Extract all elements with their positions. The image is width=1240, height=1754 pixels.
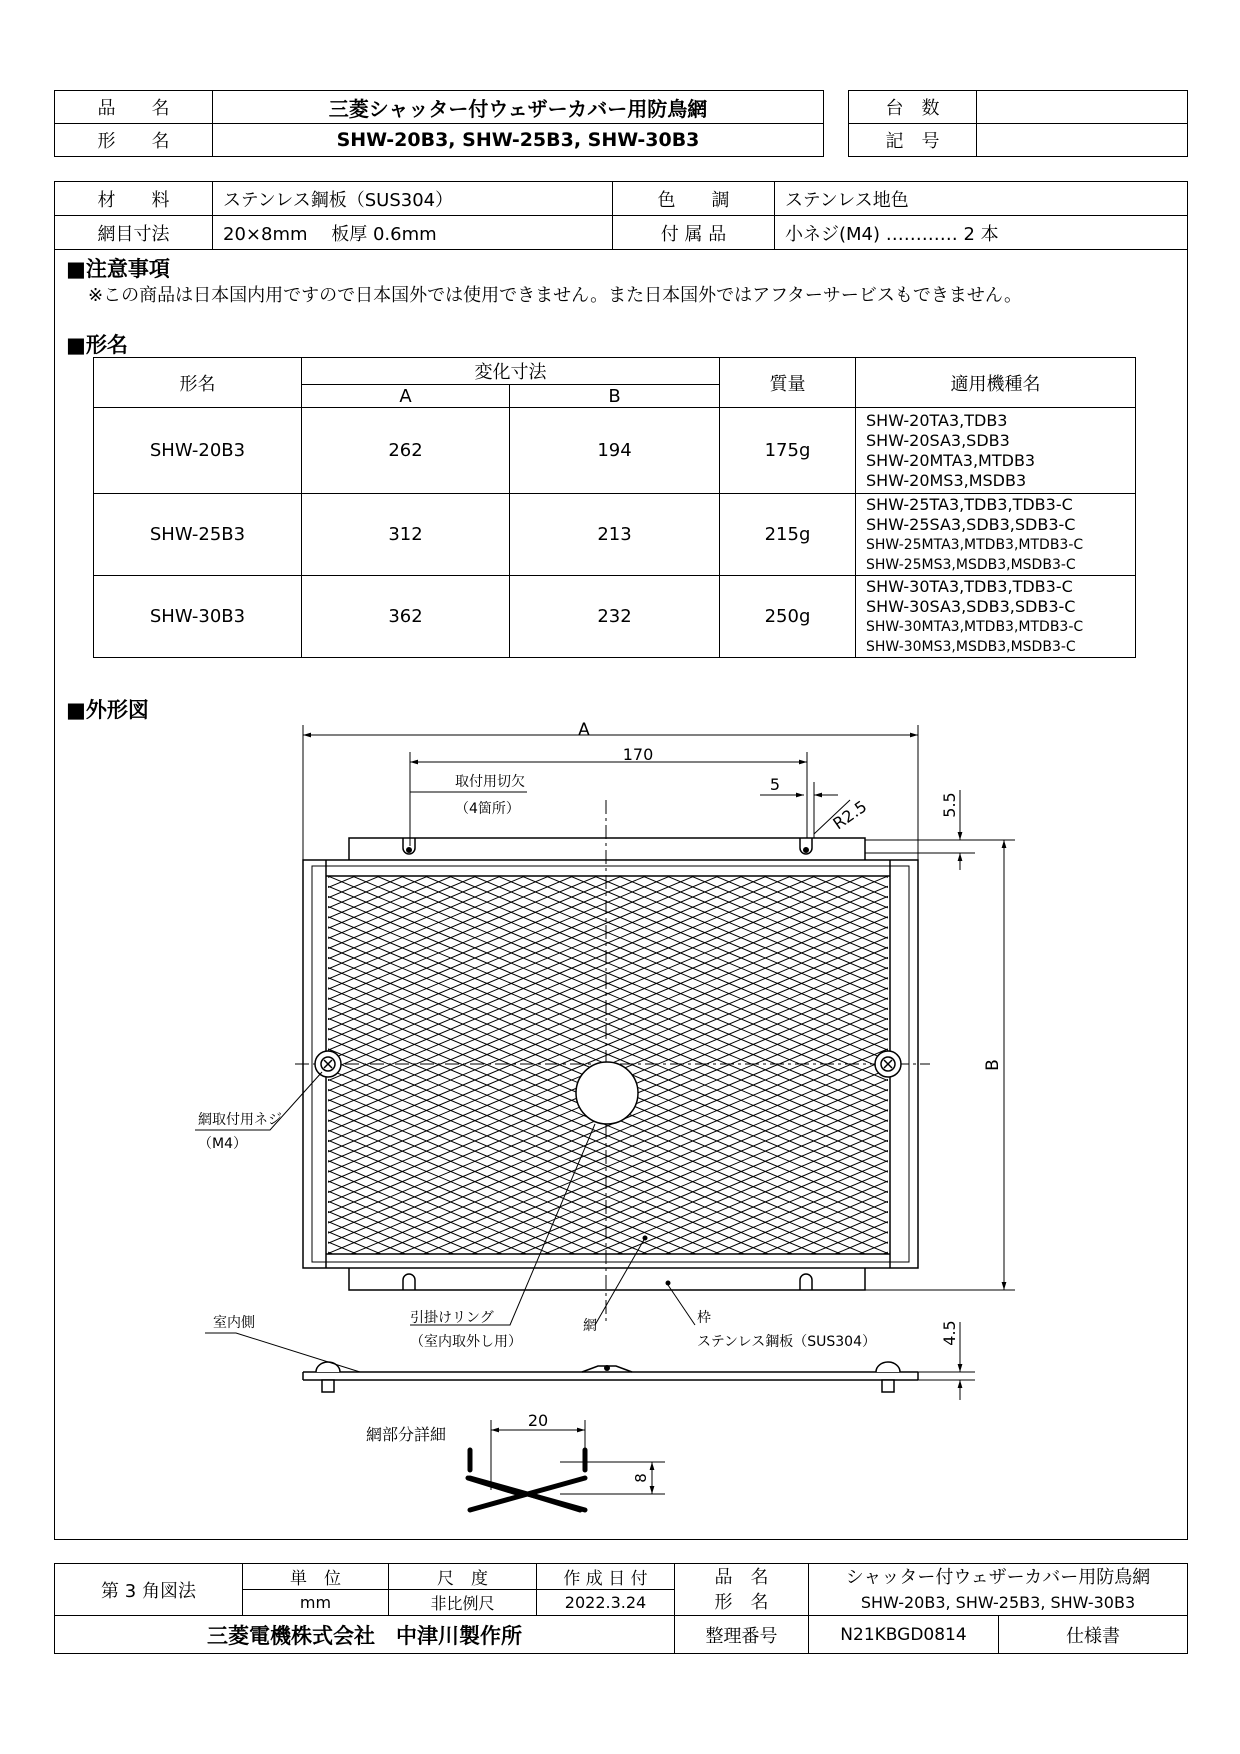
mesh-line (328, 581, 888, 816)
mesh-line (328, 581, 888, 816)
mesh-line (328, 551, 888, 786)
mesh-line (328, 622, 888, 857)
frame-material: ステンレス鋼板（SUS304） (697, 1334, 876, 1350)
notch-dot (406, 847, 412, 853)
mesh-line (328, 530, 888, 765)
mesh-net (328, 469, 888, 1507)
col-model: 形名 (94, 358, 302, 408)
row-model: SHW-20B3 (94, 408, 302, 494)
mesh-line (328, 1272, 888, 1507)
mesh-line (328, 541, 888, 776)
mesh-line (328, 673, 888, 908)
frame-label: 枠 (697, 1310, 711, 1326)
mesh-line (328, 490, 888, 725)
dim-a-label: A (578, 720, 590, 740)
mesh-line (328, 612, 888, 847)
row-mass: 175g (720, 408, 856, 494)
mesh-line (328, 1272, 888, 1507)
app-item: SHW-25SA3,SDB3,SDB3-C (866, 514, 1076, 534)
net-dot (643, 1236, 648, 1241)
mesh-line (328, 510, 888, 745)
row-a: 312 (302, 494, 510, 576)
footer-model-label: 形 名 (714, 1591, 769, 1613)
mesh-line (328, 561, 888, 796)
mesh-line (328, 520, 888, 755)
mesh-line (328, 673, 888, 908)
app-item: SHW-20TA3,TDB3 (866, 410, 1008, 430)
col-a: A (302, 385, 510, 408)
footer-name-values (809, 1564, 1188, 1616)
footer-product-label: 品 名 (714, 1566, 769, 1588)
row-b: 194 (510, 408, 720, 494)
mesh-line (328, 591, 888, 826)
notch-dot (803, 847, 809, 853)
app-item: SHW-30SA3,SDB3,SDB3-C (866, 596, 1076, 616)
mesh-line (328, 541, 888, 776)
notch-count: （4箇所） (455, 801, 520, 817)
material-value: ステンレス鋼板（SUS304） (213, 182, 613, 216)
footer-name-labels (675, 1564, 809, 1616)
mesh-line (328, 510, 888, 745)
mesh-value: 20×8mm 板厚 0.6mm (213, 216, 613, 250)
bottom-tab (349, 1268, 865, 1290)
mesh-line (328, 602, 888, 837)
mesh-line (328, 571, 888, 806)
mesh-detail (468, 1450, 585, 1510)
scale-label: 尺 度 (389, 1564, 537, 1590)
notes-heading: ■注意事項 (66, 257, 170, 281)
ring-note: （室内取外し用） (410, 1334, 522, 1350)
mesh-line (328, 632, 888, 867)
app-item: SHW-20SA3,SDB3 (866, 430, 1010, 450)
ring-label: 引掛けリング (410, 1310, 494, 1326)
mesh-line (328, 480, 888, 715)
mesh-line (328, 622, 888, 857)
top-tab (349, 838, 865, 860)
dim-5-label: 5 (769, 775, 781, 794)
models-heading: ■形名 (66, 333, 128, 357)
app-item: SHW-30TA3,TDB3,TDB3-C (866, 576, 1073, 596)
product-name: 三菱シャッター付ウェザーカバー用防鳥網 (213, 91, 824, 124)
dim-b-label: B (983, 1059, 1003, 1071)
unit-value: mm (243, 1590, 389, 1616)
row-b: 232 (510, 576, 720, 658)
unit-label: 単 位 (243, 1564, 389, 1590)
mesh-line (328, 612, 888, 847)
dim-5-5-label: 5.5 (940, 792, 959, 818)
mesh-line (328, 632, 888, 867)
row-a: 262 (302, 408, 510, 494)
material-label: 材 料 (55, 182, 213, 216)
screw-left (315, 1051, 341, 1077)
product-label: 品 名 (55, 91, 213, 124)
row-mass: 250g (720, 576, 856, 658)
app-item: SHW-30MS3,MSDB3,MSDB3-C (866, 638, 1076, 655)
col-mass: 質量 (720, 358, 856, 408)
accessory-label: 付 属 品 (613, 216, 775, 250)
frame-dot (666, 1281, 671, 1286)
dim-r25-label: R2.5 (829, 796, 871, 834)
ref-label: 整理番号 (675, 1616, 809, 1654)
notch-label: 取付用切欠 (455, 774, 525, 790)
app-item: SHW-30MTA3,MTDB3,MTDB3-C (866, 618, 1084, 635)
mesh-line (328, 551, 888, 786)
app-item: SHW-25MTA3,MTDB3,MTDB3-C (866, 536, 1084, 553)
screw-size: （M4） (198, 1136, 247, 1152)
dim-8-label: 8 (632, 1473, 650, 1483)
app-item: SHW-25MS3,MSDB3,MSDB3-C (866, 556, 1076, 573)
col-apps: 適用機種名 (856, 358, 1136, 408)
dim-20-label: 20 (527, 1411, 549, 1430)
doc-type: 仕様書 (999, 1616, 1188, 1654)
color-value: ステンレス地色 (775, 182, 1188, 216)
side-view (303, 1362, 918, 1392)
detail-label: 網部分詳細 (366, 1425, 447, 1444)
mesh-line (328, 663, 888, 898)
dim-170-label: 170 (622, 745, 654, 764)
col-b: B (510, 385, 720, 408)
date-value: 2022.3.24 (537, 1590, 675, 1616)
mesh-line (328, 469, 888, 704)
model-name: SHW-20B3, SHW-25B3, SHW-30B3 (213, 124, 824, 157)
footer-model-name: SHW-20B3, SHW-25B3, SHW-30B3 (860, 1592, 1136, 1612)
mesh-line (328, 480, 888, 715)
mesh-line (328, 571, 888, 806)
mesh-line (328, 663, 888, 898)
row-model: SHW-30B3 (94, 576, 302, 658)
date-label: 作 成 日 付 (537, 1564, 675, 1590)
screw-label: 網取付用ネジ (198, 1112, 282, 1128)
row-mass: 215g (720, 494, 856, 576)
screw-right (875, 1051, 901, 1077)
footer-table (54, 1563, 1188, 1654)
symbol-label: 記 号 (849, 124, 977, 157)
net-label: 網 (583, 1318, 597, 1334)
row-b: 213 (510, 494, 720, 576)
pull-ring (576, 1062, 638, 1124)
company: 三菱電機株式会社 中津川製作所 (55, 1616, 675, 1654)
mesh-line (328, 530, 888, 765)
app-item: SHW-25TA3,TDB3,TDB3-C (866, 494, 1073, 514)
mesh-line (328, 469, 888, 704)
footer-product-name: シャッター付ウェザーカバー用防鳥網 (845, 1566, 1151, 1588)
mesh-line (328, 490, 888, 725)
scale-value: 非比例尺 (389, 1590, 537, 1616)
mesh-label: 網目寸法 (55, 216, 213, 250)
app-item: SHW-20MTA3,MTDB3 (866, 450, 1036, 470)
drawing-heading: ■外形図 (66, 698, 149, 722)
row-a: 362 (302, 576, 510, 658)
ref-value: N21KBGD0814 (809, 1616, 999, 1654)
mesh-line (328, 500, 888, 735)
model-label: 形 名 (55, 124, 213, 157)
app-item: SHW-20MS3,MSDB3 (866, 470, 1027, 490)
qty-label: 台 数 (849, 91, 977, 124)
mesh-line (328, 520, 888, 755)
col-dims: 変化寸法 (302, 358, 720, 385)
mesh-line (328, 561, 888, 796)
mesh-line (328, 602, 888, 837)
frame-leader (668, 1285, 695, 1325)
side-ring-dot (604, 1365, 610, 1371)
projection: 第 3 角図法 (55, 1564, 243, 1616)
color-label: 色 調 (613, 182, 775, 216)
mesh-line (328, 591, 888, 826)
dim-4-5-label: 4.5 (940, 1320, 959, 1346)
accessory-value: 小ネジ(M4) ………… 2 本 (775, 216, 1188, 250)
row-model: SHW-25B3 (94, 494, 302, 576)
mesh-line (328, 500, 888, 735)
notes-text: ※この商品は日本国内用ですので日本国外では使用できません。また日本国外ではアフターサービスもできません。 (88, 285, 1022, 306)
indoor-label: 室内側 (213, 1315, 255, 1331)
